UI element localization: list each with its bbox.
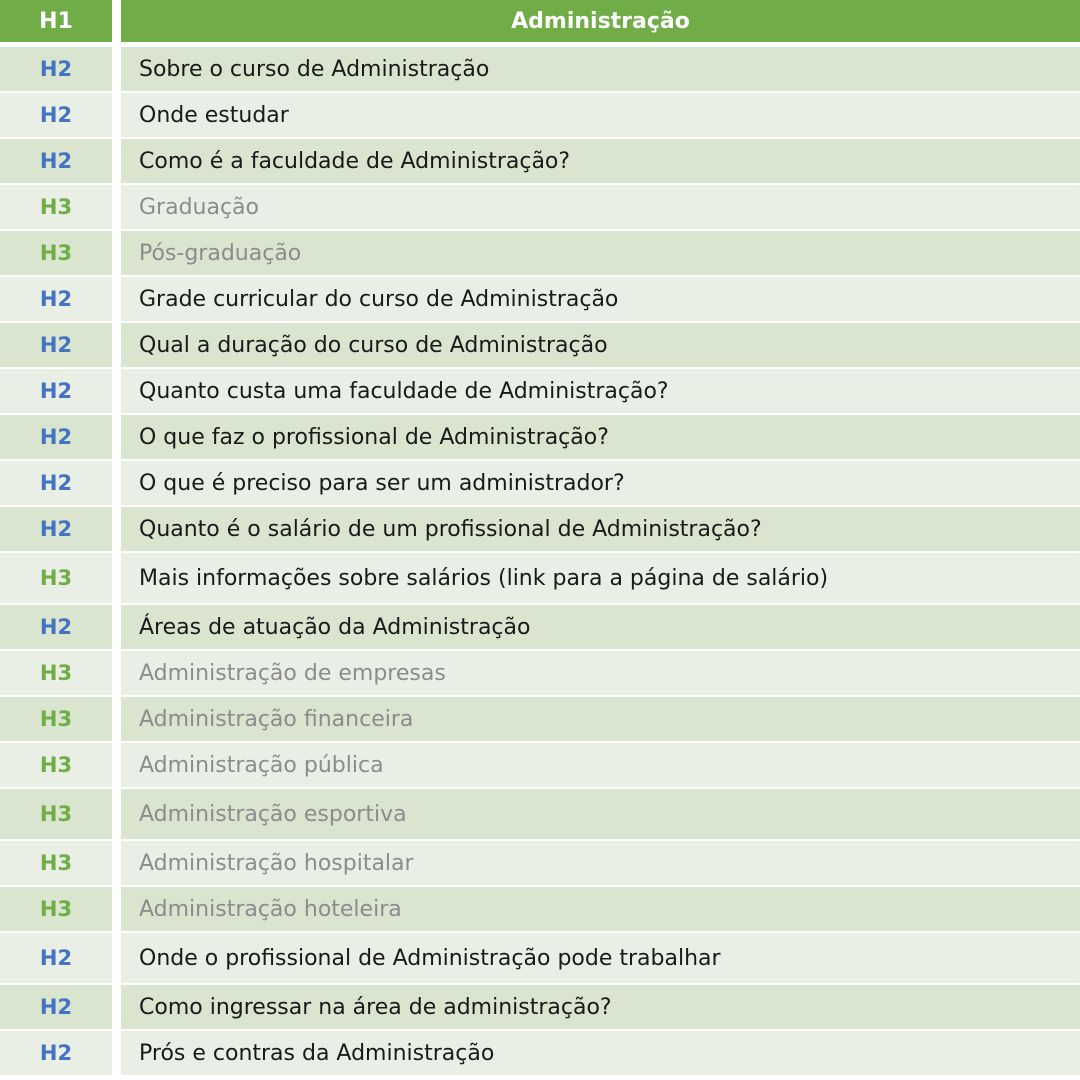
heading-text: O que é preciso para ser um administrador? xyxy=(139,470,625,496)
heading-level: H2 xyxy=(0,461,121,505)
heading-level: H3 xyxy=(0,231,121,275)
heading-level: H2 xyxy=(0,47,121,91)
heading-level: H2 xyxy=(0,605,121,649)
table-row xyxy=(0,789,1080,841)
heading-level: H3 xyxy=(0,887,121,931)
table-row xyxy=(0,985,1080,1031)
heading-text: Administração pública xyxy=(139,752,384,778)
table-row xyxy=(0,369,1080,415)
heading-text: Como é a faculdade de Administração? xyxy=(139,148,571,174)
heading-text: Pós-graduação xyxy=(139,240,302,266)
heading-level: H2 xyxy=(0,277,121,321)
header-title: Administração xyxy=(511,8,690,34)
heading-level: H3 xyxy=(0,789,121,839)
table-row xyxy=(0,841,1080,887)
heading-text: Administração financeira xyxy=(139,706,414,732)
table-row xyxy=(0,651,1080,697)
heading-text: Administração hospitalar xyxy=(139,850,414,876)
heading-text: Sobre o curso de Administração xyxy=(139,56,490,82)
heading-level: H2 xyxy=(0,1031,121,1075)
table-row xyxy=(0,887,1080,933)
table-row xyxy=(0,47,1080,93)
heading-level: H3 xyxy=(0,651,121,695)
table-row xyxy=(0,461,1080,507)
heading-text: Onde estudar xyxy=(139,102,289,128)
heading-text: O que faz o profissional de Administração? xyxy=(139,424,609,450)
table-row xyxy=(0,323,1080,369)
heading-text: Onde o profissional de Administração pode trabalhar xyxy=(139,945,721,971)
heading-level: H2 xyxy=(0,139,121,183)
table-row xyxy=(0,933,1080,985)
heading-text: Administração esportiva xyxy=(139,801,407,827)
heading-level: H2 xyxy=(0,323,121,367)
heading-text: Quanto custa uma faculdade de Administração? xyxy=(139,378,669,404)
heading-level: H2 xyxy=(0,507,121,551)
heading-text: Áreas de atuação da Administração xyxy=(139,614,531,640)
table-row xyxy=(0,553,1080,605)
table-row xyxy=(0,697,1080,743)
heading-level: H3 xyxy=(0,841,121,885)
table-row xyxy=(0,231,1080,277)
heading-level: H3 xyxy=(0,697,121,741)
heading-level: H3 xyxy=(0,553,121,603)
outline-rows xyxy=(0,47,1080,1077)
heading-level: H2 xyxy=(0,369,121,413)
table-row xyxy=(0,743,1080,789)
heading-level: H3 xyxy=(0,185,121,229)
heading-level: H2 xyxy=(0,415,121,459)
table-row xyxy=(0,605,1080,651)
heading-text: Qual a duração do curso de Administração xyxy=(139,332,608,358)
table-row xyxy=(0,415,1080,461)
table-row xyxy=(0,507,1080,553)
heading-text: Mais informações sobre salários (link para a página de salário) xyxy=(139,565,829,591)
table-row xyxy=(0,93,1080,139)
header-level: H1 xyxy=(0,0,121,42)
heading-text: Graduação xyxy=(139,194,260,220)
heading-text: Como ingressar na área de administração? xyxy=(139,994,612,1020)
table-row xyxy=(0,277,1080,323)
heading-level: H3 xyxy=(0,743,121,787)
table-row xyxy=(0,1031,1080,1077)
table-header xyxy=(0,0,1080,47)
heading-level: H2 xyxy=(0,933,121,983)
heading-text: Prós e contras da Administração xyxy=(139,1040,495,1066)
table-row xyxy=(0,139,1080,185)
heading-level: H2 xyxy=(0,985,121,1029)
heading-text: Grade curricular do curso de Administração xyxy=(139,286,619,312)
heading-level: H2 xyxy=(0,93,121,137)
heading-text: Administração de empresas xyxy=(139,660,446,686)
table-row xyxy=(0,185,1080,231)
heading-text: Quanto é o salário de um profissional de Administração? xyxy=(139,516,762,542)
heading-text: Administração hoteleira xyxy=(139,896,402,922)
